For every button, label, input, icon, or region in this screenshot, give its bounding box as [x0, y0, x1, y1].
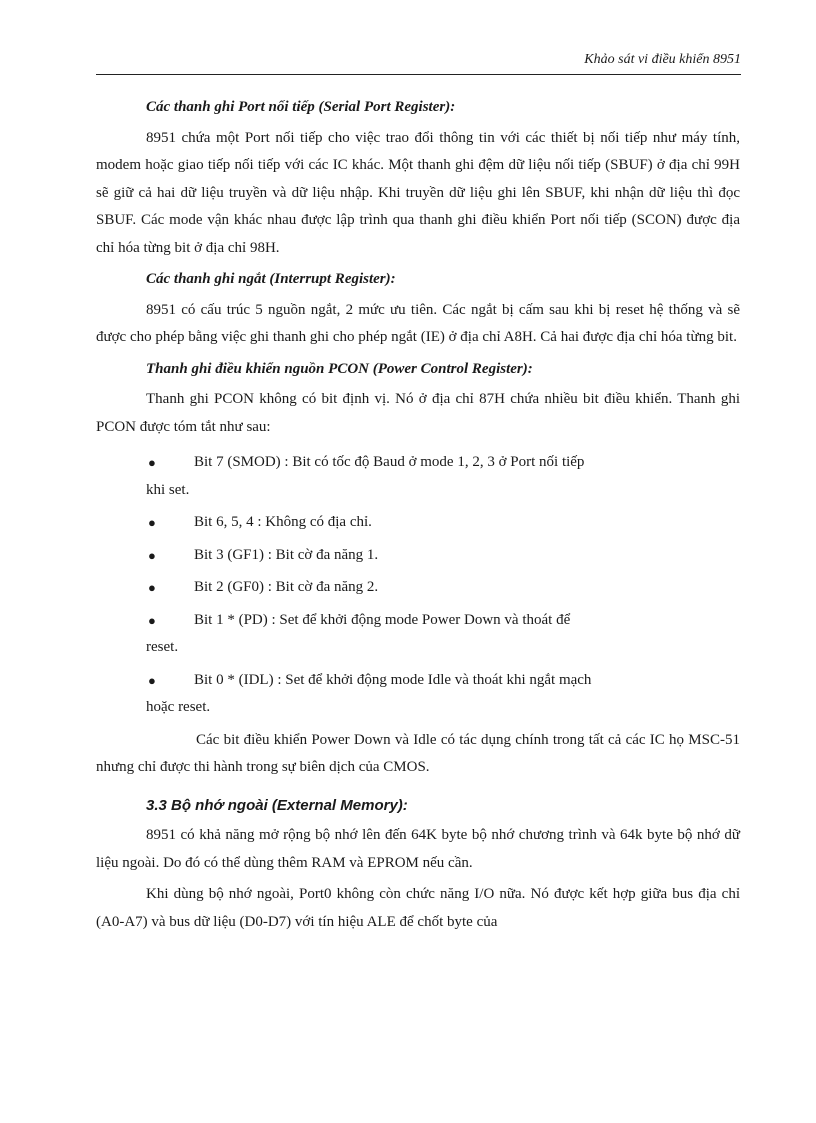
heading-pcon: Thanh ghi điều khiển nguồn PCON (Power Control Register): — [146, 360, 533, 377]
paragraph-interrupt: 8951 có cấu trúc 5 nguồn ngắt, 2 mức ưu tiên. Các ngắt bị cấm sau khi bị reset hệ thống và sẽ được cho phép bằng việc ghi thanh ghi cho phép ngắt (IE) ở địa chỉ A8H. Cả hai được địa chỉ hóa từng bit. — [96, 301, 740, 345]
bullet-item: ● Bit 3 (GF1) : Bit cờ đa năng 1. — [96, 542, 740, 570]
heading-interrupt: Các thanh ghi ngắt (Interrupt Register): — [146, 271, 396, 287]
bullet-item: ● Bit 0 * (IDL) : Set để khởi động mode Idle và thoát khi ngắt mạch hoặc reset. — [96, 667, 740, 722]
paragraph-external-1: 8951 có khả năng mở rộng bộ nhớ lên đến 64K byte bộ nhớ chương trình và 64k byte bộ nhớ dữ liệu ngoài. Do đó có thể dùng thêm RAM và EPROM nếu cần. — [96, 827, 740, 871]
running-header: Khảo sát vi điều khiển 8951 — [584, 52, 741, 67]
header-rule — [96, 74, 741, 75]
heading-external-memory: 3.3 Bộ nhớ ngoài (External Memory): — [146, 796, 408, 814]
heading-serial-port: Các thanh ghi Port nối tiếp (Serial Port Register): — [146, 99, 456, 115]
paragraph-serial-port: 8951 chứa một Port nối tiếp cho việc trao đổi thông tin với các thiết bị nối tiếp như máy tính, modem hoặc giao tiếp nối tiếp với các IC khác. Một thanh ghi đệm dữ liệu nối tiếp (SBUF) ở địa chỉ 99H sẽ giữ cả hai dữ liệu truyền và dữ liệu nhập. Khi truyền dữ liệu ghi lên SBUF, khi nhận dữ liệu thì đọc SBUF. Các mode vận khác nhau được lập trình qua thanh ghi điều khiển Port nối tiếp (SCON) được địa chỉ hóa từng bit ở địa chỉ 98H. — [96, 129, 740, 256]
paragraph-external-2: Khi dùng bộ nhớ ngoài, Port0 không còn chức năng I/O nữa. Nó được kết hợp giữa bus địa chỉ (A0-A7) và bus dữ liệu (D0-D7) với tín hiệu ALE để chốt byte của — [96, 886, 740, 930]
bullet-icon: ● — [148, 515, 156, 530]
paragraph-pcon: Thanh ghi PCON không có bit định vị. Nó ở địa chỉ 87H chứa nhiều bit điều khiển. Thanh ghi PCON được tóm tắt như sau: — [96, 391, 740, 435]
bullet-item: ● Bit 2 (GF0) : Bit cờ đa năng 2. — [96, 574, 740, 602]
bullet-icon: ● — [148, 580, 156, 595]
bullet-icon: ● — [148, 547, 156, 563]
page-content — [96, 94, 740, 936]
bullet-icon: ● — [148, 455, 156, 470]
bullet-icon: ● — [148, 672, 156, 688]
paragraph-pcon-note: Các bit điều khiển Power Down và Idle có tác dụng chính trong tất cả các IC họ MSC-51 nhưng chỉ được thi hành trong sự biên dịch của CMOS. — [96, 731, 740, 775]
bullet-icon: ● — [148, 612, 156, 628]
bullet-item: ● Bit 1 * (PD) : Set để khởi động mode Power Down và thoát để reset. — [96, 607, 740, 662]
bullet-item: ● Bit 7 (SMOD) : Bit có tốc độ Baud ở mode 1, 2, 3 ở Port nối tiếp khi set. — [96, 449, 740, 504]
bullet-item: ● Bit 6, 5, 4 : Không có địa chỉ. — [96, 509, 740, 537]
